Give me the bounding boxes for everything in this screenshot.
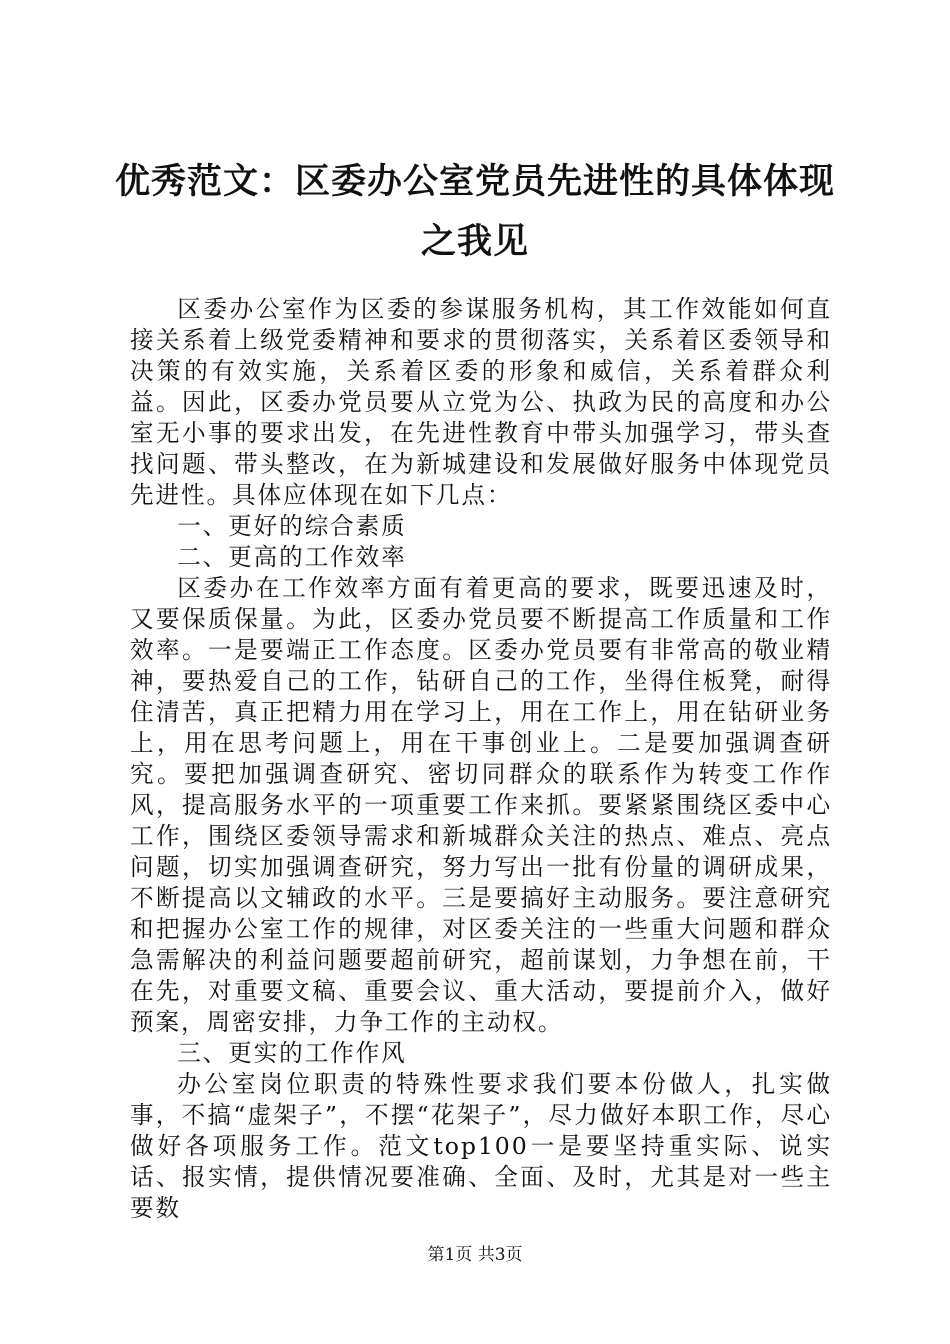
document-title-line-1: 优秀范文：区委办公室党员先进性的具体体现 — [114, 161, 835, 202]
section-heading-2: 二、更高的工作效率 — [177, 543, 407, 571]
document-body — [130, 294, 832, 1224]
section-heading-1: 一、更好的综合素质 — [177, 512, 407, 540]
paragraph-intro: 区委办公室作为区委的参谋服务机构，其工作效能如何直接关系着上级党委精神和要求的贯彻落实，关系着区委领导和决策的有效实施，关系着区委的形象和威信，关系着群众利益。因此，区委办党员要从立党为公、执政为民的高度和办公室无小事的要求出发，在先进性教育中带头加强学习，带头查找问题、带头整改，在为新城建设和发展做好服务中体现党员先进性。具体应体现在如下几点： — [130, 295, 832, 509]
section-heading-3: 三、更实的工作作风 — [177, 1039, 407, 1067]
paragraph-work-style: 办公室岗位职责的特殊性要求我们要本份做人，扎实做事，不搞“虚架子”，不摆“花架子”，尽力做好本职工作，尽心做好各项服务工作。范文top100一是要坚持重实际、说实话、报实情，提供情况要准确、全面、及时，尤其是对一些主要数 — [130, 1070, 832, 1222]
document-title-line-2: 之我见 — [420, 221, 529, 262]
page-number-footer: 第1页 共3页 — [427, 1245, 523, 1265]
paragraph-efficiency: 区委办在工作效率方面有着更高的要求，既要迅速及时，又要保质保量。为此，区委办党员要不断提高工作质量和工作效率。一是要端正工作态度。区委办党员要有非常高的敬业精神，要热爱自己的工作，钻研自己的工作，坐得住板凳，耐得住清苦，真正把精力用在学习上，用在工作上，用在钻研业务上，用在思考问题上，用在干事创业上。二是要加强调查研究。要把加强调查研究、密切同群众的联系作为转变工作作风，提高服务水平的一项重要工作来抓。要紧紧围绕区委中心工作，围绕区委领导需求和新城群众关注的热点、难点、亮点问题，切实加强调查研究，努力写出一批有份量的调研成果，不断提高以文辅政的水平。三是要搞好主动服务。要注意研究和把握办公室工作的规律，对区委关注的一些重大问题和群众急需解决的利益问题要超前研究，超前谋划，力争想在前，干在先，对重要文稿、重要会议、重大活动，要提前介入，做好预案，周密安排，力争工作的主动权。 — [130, 574, 832, 1036]
